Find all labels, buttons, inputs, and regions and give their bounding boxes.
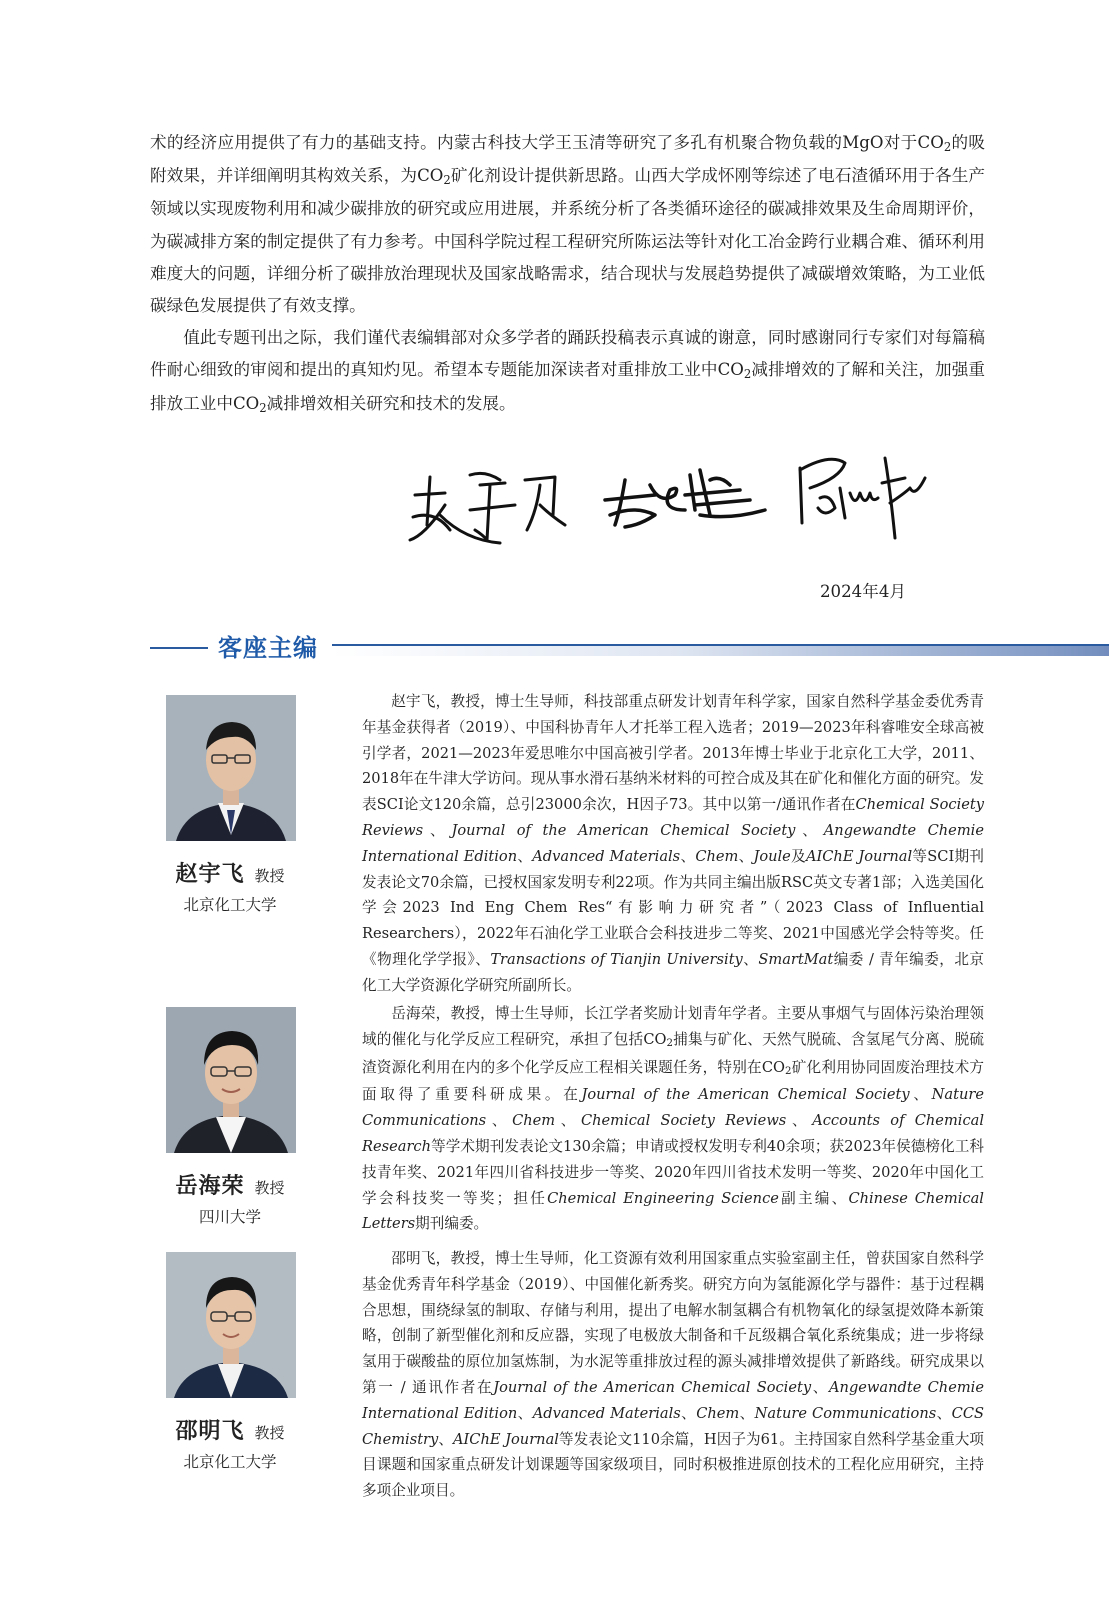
editor-affiliation: 四川大学	[198, 1208, 261, 1226]
signature-1	[405, 455, 570, 555]
editor-name: 赵宇飞	[175, 861, 245, 887]
intro-paragraph-1: 术的经济应用提供了有力的基础支持。内蒙古科技大学王玉清等研究了多孔有机聚合物负载的MgO对于$CO_2$的吸附效果，并详细阐明其构效关系，为$CO_2$矿化剂设计提供新思路。山西大学成怀刚等综述了电石渣循环用于各生产领域以实现废物利用和减少碳排放的研究或应用进展，并系统分析了各类循环途径的碳减排效果及生命周期评价，为碳减排方案的制定提供了有力参考。中国科学院过程工程研究所陈运法等针对化工冶金跨行业耦合难、循环利用难度大的问题，详细分析了碳排放治理现状及国家战略需求，结合现状与发展趋势提供了减碳增效策略，为工业低碳绿色发展提供了有效支撑。	[150, 133, 986, 316]
editor-title: 教授	[254, 867, 285, 885]
section-title: 客座主编	[218, 634, 318, 662]
header-rule-left	[150, 647, 208, 649]
signature-2	[600, 455, 770, 555]
signature-3	[790, 448, 930, 543]
editor-affiliation: 北京化工大学	[183, 896, 277, 914]
editor-title: 教授	[254, 1424, 285, 1442]
editor-name: 岳海荣	[175, 1173, 245, 1199]
editor-card-1	[150, 693, 1040, 994]
header-rule-right	[332, 644, 1109, 656]
editor-card-3	[150, 1250, 1040, 1500]
editor-card-2	[150, 1005, 1040, 1233]
intro-paragraph-2: 值此专题刊出之际，我们谨代表编辑部对众多学者的踊跃投稿表示真诚的谢意，同时感谢同行专家们对每篇稿件耐心细致的审阅和提出的真知灼见。希望本专题能加深读者对重排放工业中$CO_2$减排增效的了解和关注，加强重排放工业中$CO_2$减排增效相关研究和技术的发展。	[150, 328, 985, 415]
editor-photo	[166, 1252, 296, 1398]
editor-photo	[166, 1007, 296, 1153]
editor-bio: 邵明飞，教授，博士生导师，化工资源有效利用国家重点实验室副主任，曾获国家自然科学基金优秀青年科学基金（2019）、中国催化新秀奖。研究方向为氢能源化学与器件：基于过程耦合思想，围绕绿氢的制取、存储与利用，提出了电解水制氢耦合有机物氧化的绿氢提效降本新策略，创制了新型催化剂和反应器，实现了电极放大制备和千瓦级耦合氧化系统集成；进一步将绿氢用于碳酸盐的原位加氢炼制，为水泥等重排放过程的源头减排增效提供了新路线。研究成果以第一 / 通讯作者在Journal of the American Chemical Society、Angewandte Chemie International Edition、Advanced Materials、Chem、Nature Communications、CCS Chemistry、AIChE Journal等发表论文110余篇，H因子为61。主持国家自然科学基金重大项目课题和国家重点研发计划课题等国家级项目，同时积极推进原创技术的工程化应用研究，主持多项企业项目。	[362, 1250, 984, 1500]
editor-title: 教授	[254, 1179, 285, 1197]
editor-photo	[166, 695, 296, 841]
intro-text	[150, 127, 985, 421]
date: 2024年4月	[820, 582, 906, 601]
editor-bio: 岳海荣，教授，博士生导师，长江学者奖励计划青年学者。主要从事烟气与固体污染治理领域的催化与化学反应工程研究，承担了包括$CO_2$捕集与矿化、天然气脱硫、含氢尾气分离、脱硫渣资源化利用在内的多个化学反应工程相关课题任务，特别在$CO_2$矿化利用协同固废治理技术方面取得了重要科研成果。在Journal of the American Chemical Society、Nature Communications、Chem、Chemical Society Reviews、Accounts of Chemical Research等学术期刊发表论文130余篇；申请或授权发明专利40余项；获2023年侯德榜化工科技青年奖、2021年四川省科技进步一等奖、2020年四川省技术发明一等奖、2020年中国化工学会科技奖一等奖；担任Chemical Engineering Science副主编、Chinese Chemical Letters期刊编委。	[362, 1005, 984, 1233]
editor-affiliation: 北京化工大学	[183, 1453, 277, 1471]
editor-name-block	[150, 857, 310, 888]
editor-name-block	[150, 1169, 310, 1200]
editor-name: 邵明飞	[175, 1418, 245, 1444]
editor-bio: 赵宇飞，教授，博士生导师，科技部重点研发计划青年科学家，国家自然科学基金委优秀青年基金获得者（2019）、中国科协青年人才托举工程入选者；2019—2023年科睿唯安全球高被引学者，2021—2023年爱思唯尔中国高被引学者。2013年博士毕业于北京化工大学，2011、2018年在牛津大学访问。现从事水滑石基纳米材料的可控合成及其在矿化和催化方面的研究。发表SCI论文120余篇，总引23000余次，H因子73。其中以第一/通讯作者在Chemical Society Reviews、Journal of the American Chemical Society、Angewandte Chemie International Edition、Advanced Materials、Chem、Joule及AIChE Journal等SCI期刊发表论文70余篇，已授权国家发明专利22项。作为共同主编出版RSC英文专著1部；入选美国化学会2023 Ind Eng Chem Res“有影响力研究者”（2023 Class of Influential Researchers），2022年石油化学工业联合会科技进步二等奖、2021中国感光学会特等奖。任《物理化学学报》、Transactions of Tianjin University、SmartMat编委 / 青年编委，北京化工大学资源化学研究所副所长。	[362, 693, 984, 994]
section-header	[150, 628, 1040, 668]
editor-name-block	[150, 1414, 310, 1445]
